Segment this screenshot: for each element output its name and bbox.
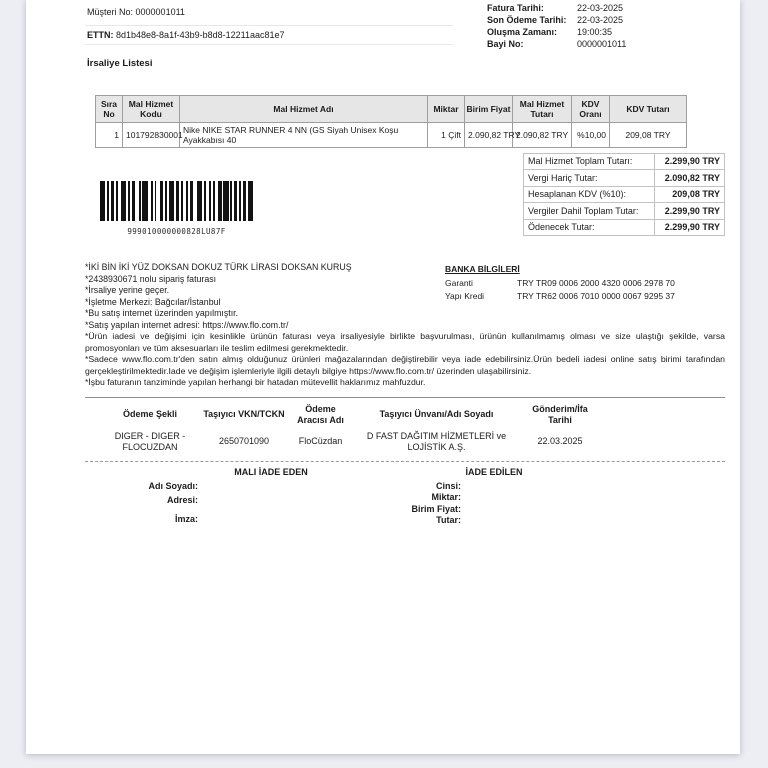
total-row-vat [524, 186, 725, 202]
col-header-amount: Mal Hizmet Tutarı [513, 96, 572, 123]
bank-name-yapikredi: Yapı Kredi [445, 290, 485, 301]
invoice-header [85, 0, 725, 48]
invoice-meta [487, 2, 626, 50]
items-header-row [96, 96, 687, 123]
bank-name-garanti: Garanti [445, 278, 473, 288]
ettn-label: ETTN: [87, 30, 114, 40]
goods-total-label: Mal Hizmet Toplam Tutarı: [524, 154, 655, 170]
meta-row-dealer-no [487, 38, 626, 50]
meta-row-creation-time [487, 26, 626, 38]
excl-tax-label: Vergi Hariç Tutar: [524, 170, 655, 186]
col-header-name: Mal Hizmet Adı [180, 96, 428, 123]
item-vat-rate: %10,00 [572, 123, 610, 148]
item-row [96, 123, 687, 148]
goods-total-value: 2.299,90 TRY [654, 154, 724, 170]
note-order-no: *2438930671 nolu sipariş faturası [85, 273, 217, 284]
creation-time-value: 19:00:35 [577, 27, 613, 37]
invoice-notes [85, 262, 445, 331]
bank-row-garanti [445, 277, 695, 290]
note-waybill: *İrsaliye yerine geçer. [85, 285, 170, 295]
note-website: *Satış yapılan internet adresi: https://www.flo.com.tr/ [85, 319, 289, 330]
total-row-goods-total [524, 154, 725, 170]
return-right-title: İADE EDİLEN [465, 466, 523, 477]
total-row-payable [524, 219, 725, 235]
payment-method-value: DIGER - DIGER - FLOCUZDAN [114, 430, 186, 452]
return-field-address: Adresi: [166, 494, 198, 505]
item-no: 1 [96, 123, 123, 148]
return-field-name: Adı Soyadı: [148, 480, 198, 491]
col-header-payment-method: Ödeme Şekli [122, 409, 178, 420]
col-header-no: Sıra No [96, 96, 123, 123]
due-date-value: 22-03-2025 [577, 15, 624, 25]
col-header-carrier-name: Taşıyıcı Ünvanı/Adı Soyadı [379, 409, 494, 420]
invoice-date-value: 22-03-2025 [577, 3, 624, 13]
bank-iban-garanti: TRY TR09 0006 2000 4320 0006 2978 70 [517, 278, 675, 288]
return-field-amount: Tutar: [436, 514, 461, 525]
col-header-vat-amount: KDV Tutarı [610, 96, 687, 123]
payment-agent-value: FloCüzdan [298, 436, 343, 447]
total-row-excl-tax [524, 170, 725, 186]
col-header-unit-price: Birim Fiyat [465, 96, 513, 123]
creation-time-label: Oluşma Zamanı: [487, 27, 558, 37]
return-field-quantity: Miktar: [431, 491, 461, 502]
note-amount-in-words: *İKİ BİN İKİ YÜZ DOKSAN DOKUZ TÜRK LİRASI DOKSAN KURUŞ [85, 262, 352, 272]
bank-info-title: BANKA BİLGİLERİ [445, 264, 520, 274]
dealer-no-label: Bayi No: [487, 39, 524, 49]
term-return-policy: *Ürün iadesi ve değişimi için kesinlikle ürünün faturası veya irsaliyesiyle birlikte başvurulması, ürünün kullanılmamış olması ve size ulaştığı şekilde, varsa promosyonları ve tüm aksesuarları ile teslim edilmesi gerekmektedir. [85, 331, 725, 353]
meta-row-invoice-date [487, 2, 626, 14]
invoice-page [26, 0, 740, 754]
carrier-vkn-value: 2650701090 [218, 436, 270, 447]
dealer-no-value: 0000001011 [577, 39, 627, 49]
incl-tax-value: 2.299,90 TRY [654, 203, 724, 219]
shipping-data-row [100, 429, 600, 457]
shipping-table [100, 400, 600, 457]
return-field-unit-price: Birim Fiyat: [411, 503, 461, 514]
delivery-date-value: 22.03.2025 [537, 436, 583, 447]
customer-no-label: Müşteri No: [87, 7, 134, 17]
item-vat-amount: 209,08 TRY [610, 123, 687, 148]
items-table [95, 95, 687, 148]
payable-label: Ödenecek Tutar: [524, 219, 655, 235]
terms-block [85, 331, 725, 389]
item-code: 101792830001 [123, 123, 180, 148]
return-section [85, 462, 725, 537]
shipping-header-row [100, 400, 600, 429]
incl-tax-label: Vergiler Dahil Toplam Tutar: [524, 203, 655, 219]
shipping-table-wrap [85, 397, 725, 462]
item-quantity: 1 Çift [428, 123, 465, 148]
note-headquarters: *İşletme Merkezi: Bağcılar/İstanbul [85, 296, 221, 307]
return-left-title: MALI İADE EDEN [234, 466, 308, 477]
barcode-block [100, 181, 253, 236]
customer-no-value: 0000001011 [135, 7, 185, 17]
carrier-name-value: D FAST DAĞITIM HİZMETLERİ ve LOJİSTİK A.Ş. [366, 430, 507, 452]
col-header-payment-agent: Ödeme Aracısı Adı [297, 403, 344, 425]
section-title: İrsaliye Listesi [87, 58, 153, 69]
total-row-incl-tax [524, 203, 725, 219]
customer-no-line [87, 7, 185, 17]
meta-row-due-date [487, 14, 626, 26]
item-amount: 2.090,82 TRY [513, 123, 572, 148]
col-header-vat-rate: KDV Oranı [572, 96, 610, 123]
barcode-text: 999010000000828LU87F [127, 227, 226, 236]
bank-iban-yapikredi: TRY TR62 0006 7010 0000 0067 9295 37 [517, 290, 675, 301]
col-header-quantity: Miktar [428, 96, 465, 123]
bank-info [445, 264, 695, 331]
totals-table [523, 153, 725, 236]
return-field-signature: İmza: [174, 513, 198, 524]
note-internet-sale: *Bu satış internet üzerinden yapılmıştır. [85, 308, 239, 318]
item-name: Nike NIKE STAR RUNNER 4 NN (GS Siyah Unisex Koşu Ayakkabısı 40 [180, 123, 428, 148]
barcode-image [100, 181, 253, 221]
bank-row-yapikredi [445, 290, 695, 303]
col-header-code: Mal Hizmet Kodu [123, 96, 180, 123]
item-unit-price: 2.090,82 TRY [465, 123, 513, 148]
vat-value: 209,08 TRY [654, 186, 724, 202]
ettn-line [85, 25, 453, 45]
return-field-type: Cinsi: [435, 480, 461, 491]
invoice-date-label: Fatura Tarihi: [487, 3, 544, 13]
ettn-value: 8d1b48e8-8a1f-43b9-b8d8-12211aac81e7 [116, 30, 285, 40]
col-header-delivery-date: Gönderim/İfa Tarihi [532, 403, 588, 425]
term-exchange-policy: *Sadece www.flo.com.tr'den satın almış olduğunuz ürünleri mağazalarından değiştirebilir veya iade edebilirsiniz.Ürün bedeli iadesi online satış birimi tarafından gerçekleştirilmektedir.Iade ve değişim işlemleriyle ilgili detaylı bilgiye https://www.flo.com.tr/ üzerinden ulaşabilirsiniz. [85, 354, 725, 376]
col-header-carrier-vkn: Taşıyıcı VKN/TCKN [203, 409, 285, 420]
due-date-label: Son Ödeme Tarihi: [487, 15, 567, 25]
term-rights-reserved: *İşbu faturanın tanziminde yapılan herhangi bir hatadan mütevellit haklarımız mahfuzdur. [85, 377, 426, 388]
payable-value: 2.299,90 TRY [654, 219, 724, 235]
vat-label: Hesaplanan KDV (%10): [524, 186, 655, 202]
excl-tax-value: 2.090,82 TRY [654, 170, 724, 186]
